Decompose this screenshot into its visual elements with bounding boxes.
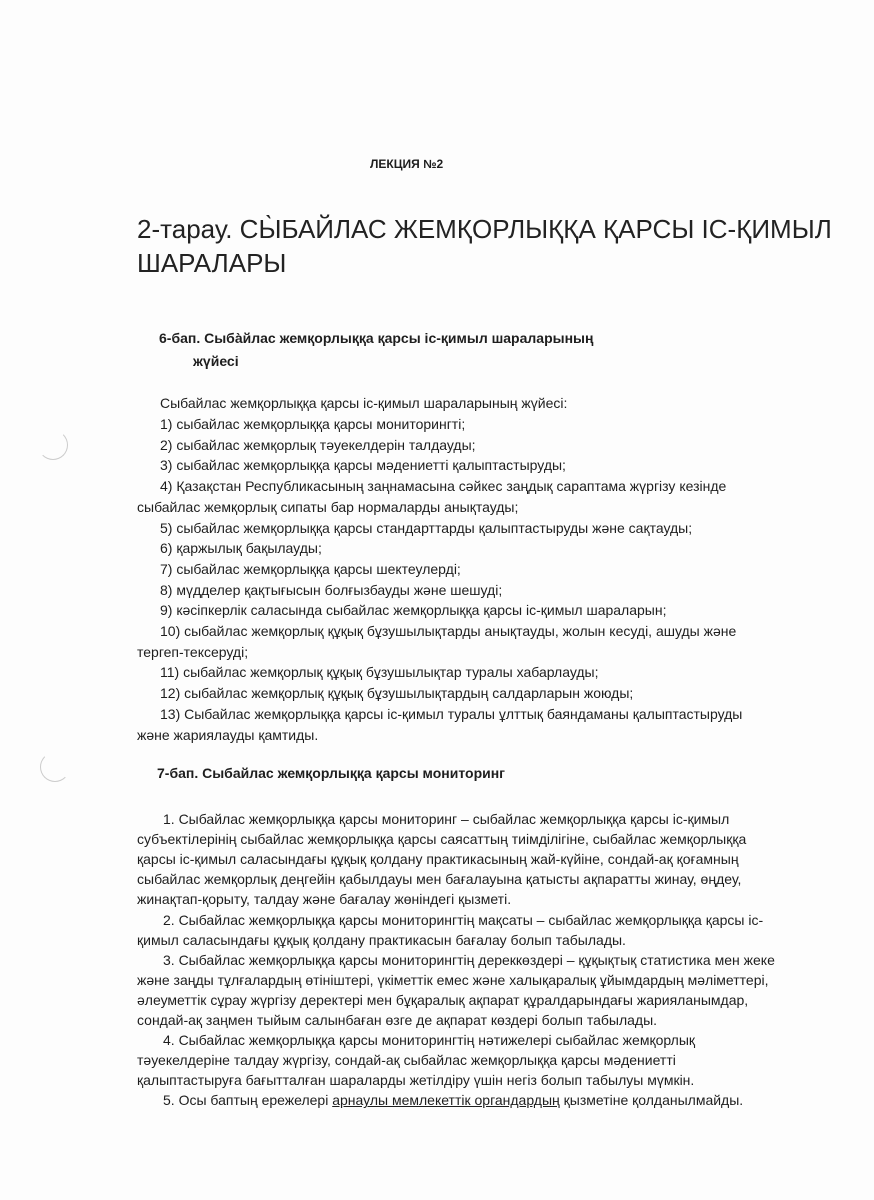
paragraph-line: сондай-ақ заңмен тыйым салынбаған өзге де ақпарат көздері болып табылады. (137, 1012, 658, 1028)
list-item: 6) қаржылық бақылауды; (160, 540, 322, 557)
paragraph-line: 3. Сыбайлас жемқорлыққа қарсы мониторингтің дереккөздері – құқықтық статистика мен жеке (163, 951, 775, 968)
list-item: 12) сыбайлас жемқорлық құқық бұзушылықтардың салдарларын жоюды; (160, 685, 634, 702)
paragraph-line: қарсы іс-қимыл саласындағы құқық қолдану практикасының жай-күйіне, сондай-ақ қоғамның (137, 851, 739, 868)
list-item: 2) сыбайлас жемқорлық тәуекелдерін талдауды; (160, 436, 476, 453)
paragraph-line: және заңды тұлғалардың өтініштері, үкіметтік емес және халықаралық ұйымдардың мәліметтері, (137, 971, 769, 988)
list-item: 7) сыбайлас жемқорлыққа қарсы шектеулерді; (160, 560, 461, 577)
list-item-continuation: тергеп-тексеруді; (137, 643, 249, 660)
punch-hole-mark (40, 752, 70, 782)
underlined-text: арнаулы мемлекеттік органдардың (332, 1092, 560, 1109)
list-item: 10) сыбайлас жемқорлық құқық бұзушылықтарды анықтауды, жолын кесуді, ашуды және (160, 623, 737, 639)
list-item: 8) мүдделер қақтығысын болғызбауды және шешуді; (160, 581, 503, 598)
article-6-heading: жүйесі (193, 353, 239, 369)
list-item: 4) Қазақстан Республикасының заңнамасына сәйкес заңдық сараптама жүргізу кезінде (160, 478, 727, 495)
article-7-heading: 7-бап. Сыбайлас жемқорлыққа қарсы мониторинг (157, 765, 506, 781)
list-item-continuation: сыбайлас жемқорлық сипаты бар нормаларды анықтауды; (137, 498, 519, 515)
list-item: 5) сыбайлас жемқорлыққа қарсы стандарттарды қалыптастыруды және сақтауды; (160, 519, 693, 536)
paragraph-text: 5. Осы баптың ережелері (163, 1092, 333, 1109)
paragraph-line: қалыптастыруға бағытталған шараларды жетілдіру үшін негіз болып табылуы мүмкін. (137, 1072, 695, 1089)
paragraph-line: субъектілерінің сыбайлас жемқорлыққа қарсы саясаттың тиімділігіне, сыбайлас жемқорлыққа (137, 831, 747, 848)
list-item-continuation: және жариялауды қамтиды. (137, 726, 319, 743)
lecture-label: ЛЕКЦИЯ №2 (370, 157, 444, 171)
article-6-intro: Сыбайлас жемқорлыққа қарсы іс-қимыл шараларының жүйесі: (160, 395, 568, 411)
punch-hole-mark (38, 430, 68, 460)
paragraph-line: 4. Сыбайлас жемқорлыққа қарсы мониторингтің нәтижелері сыбайлас жемқорлық (163, 1032, 696, 1049)
paragraph-line: тәуекелдеріне талдау жүргізу, сондай-ақ сыбайлас жемқорлыққа қарсы мәдениетті (137, 1052, 676, 1069)
chapter-title-line: ШАРАЛАРЫ (137, 248, 287, 278)
list-item: 1) сыбайлас жемқорлыққа қарсы мониторингті; (160, 416, 466, 432)
paragraph-line: жинақтап-қорыту, талдау және бағалау жөніндегі қызметі. (137, 891, 512, 908)
paragraph-line: 2. Сыбайлас жемқорлыққа қарсы мониторингтің мақсаты – сыбайлас жемқорлыққа қарсы іс- (163, 911, 764, 928)
article-6-heading: 6-бап. Сыба̀йлас жемқорлыққа қарсы іс-қимыл шараларының (159, 330, 594, 346)
paragraph-line: қимыл саласындағы құқық қолдану практикасын бағалау болып табылады. (137, 931, 626, 948)
paragraph-line: әлеуметтік сұрау жүргізу деректері мен бұқаралық ақпарат құралдарындағы жарияланымдар, (137, 991, 749, 1008)
list-item: 3) сыбайлас жемқорлыққа қарсы мәдениетті қалыптастыруды; (160, 457, 566, 474)
list-item: 9) кәсіпкерлік саласында сыбайлас жемқорлыққа қарсы іс-қимыл шараларын; (160, 602, 667, 619)
paragraph-line: 1. Сыбайлас жемқорлыққа қарсы мониторинг – сыбайлас жемқорлыққа қарсы іс-қимыл (163, 811, 730, 827)
paragraph-text: қызметіне қолданылмайды. (559, 1092, 744, 1109)
article-7-paragraph (163, 1092, 743, 1108)
chapter-title-line: 2-тарау. СЫ̀БАЙЛАС ЖЕМҚОРЛЫҚҚА ҚАРСЫ ІС-ҚИМЫЛ (137, 214, 832, 244)
list-item: 11) сыбайлас жемқорлық құқық бұзушылықтар туралы хабарлауды; (160, 664, 599, 681)
list-item: 13) Сыбайлас жемқорлыққа қарсы іс-қимыл туралы ұлттық баяндаманы қалыптастыруды (160, 705, 743, 722)
paragraph-line: сыбайлас жемқорлық деңгейін қабылдауы мен бағалауына қатысты ақпаратты жинау, өңдеу, (137, 871, 742, 888)
